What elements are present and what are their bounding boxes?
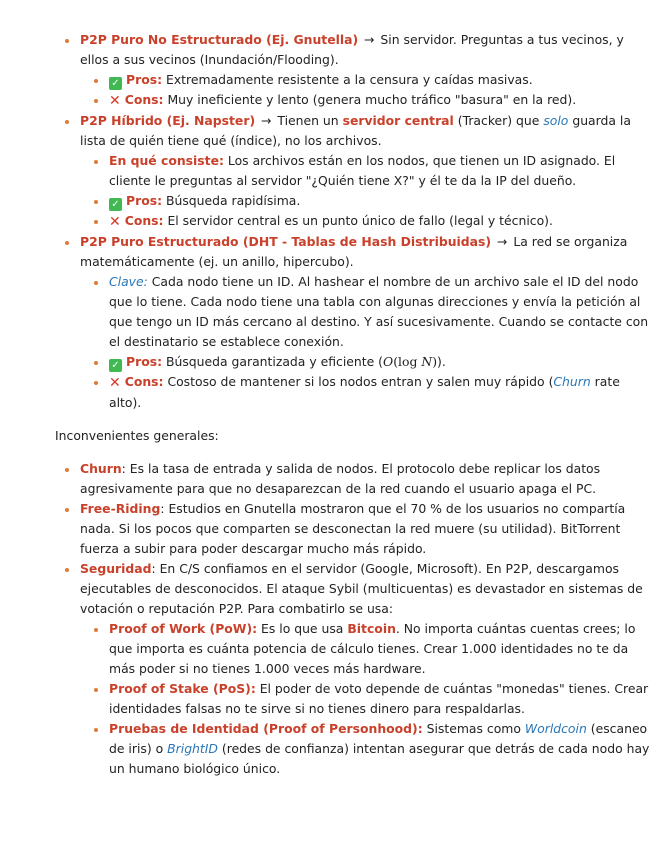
list-item: Clave: Cada nodo tiene un ID. Al hashear el nombre de un archivo sale el ID del nodo que lo tiene. Cada nodo tiene una tabla con algunas direcciones y envía la petición al que tengo un ID más cercano al destino. Y así sucesivamente. Cuando se contacte con el destinatario se establece conexión.: [109, 272, 655, 352]
list-item: ✓ Pros: Búsqueda garantizada y eficiente (O(log N)).: [109, 352, 655, 372]
list-item: Pruebas de Identidad (Proof of Personhood): Sistemas como Worldcoin (escaneo de iris) o BrightID (redes de confianza) intentan asegurar que detrás de cada nodo hay un humano biológico único.: [109, 719, 655, 779]
p2p-types-list: [0, 30, 655, 413]
check-icon: ✓: [109, 77, 122, 90]
list-item: P2P Híbrido (Ej. Napster) → Tienen un servidor central (Tracker) que solo guarda la lista de quién tiene qué (índice), no los archivos. En qué consiste: Los archivos están en los nodos, que tienen un ID asignado. El cliente le preguntas al servidor "¿Quién tiene X?" y él te da la IP del dueño. ✓ Pros: Búsqueda rapidísima. ✕ Cons: El servidor central es un punto único de fallo (legal y técnico).: [80, 111, 655, 232]
list-item: ✓ Pros: Extremadamente resistente a la censura y caídas masivas.: [109, 70, 655, 90]
cross-icon: ✕: [109, 375, 121, 391]
sublist: [80, 70, 655, 111]
highlight-text: servidor central: [342, 113, 454, 128]
item-title: P2P Puro No Estructurado (Ej. Gnutella): [80, 32, 359, 47]
cross-icon: ✕: [109, 214, 121, 230]
section-heading: Inconvenientes generales:: [55, 428, 219, 443]
arrow-icon: →: [364, 32, 375, 47]
cross-icon: ✕: [109, 93, 121, 109]
list-item: P2P Puro Estructurado (DHT - Tablas de Hash Distribuidas) → La red se organiza matemáticamente (ej. un anillo, hipercubo). Clave: Cada nodo tiene un ID. Al hashear el nombre de un archivo sale el ID del nodo que lo tiene. Cada nodo tiene una tabla con algunas direcciones y envía la petición al que tengo un ID más cercano al destino. Y así sucesivamente. Cuando se contacte con el destinatario se establece conexión. ✓ Pros: Búsqueda garantizada y eficiente (O(log N)). ✕ Cons: Costoso de mantener si los nodos entran y salen muy rápido (Churn rate alto).: [80, 232, 655, 413]
list-item: Free-Riding: Estudios en Gnutella mostraron que el 70 % de los usuarios no compartía nada. Si los pocos que comparten se desconectan la red muere (su utilidad). BitTorrent fuerza a subir para poder descargar mucho más rápido.: [80, 499, 655, 559]
sublist: [80, 151, 655, 232]
arrow-icon: →: [497, 234, 508, 249]
item-title: P2P Híbrido (Ej. Napster): [80, 113, 256, 128]
list-item: ✕ Cons: Muy ineficiente y lento (genera mucho tráfico "basura" en la red).: [109, 90, 655, 111]
list-item: P2P Puro No Estructurado (Ej. Gnutella) → Sin servidor. Preguntas a tus vecinos, y ellos a sus vecinos (Inundación/Flooding). ✓ Pros: Extremadamente resistente a la censura y caídas masivas. ✕ Cons: Muy ineficiente y lento (genera mucho tráfico "basura" en la red).: [80, 30, 655, 111]
sublist: [80, 619, 655, 779]
list-item: En qué consiste: Los archivos están en los nodos, que tienen un ID asignado. El cliente le preguntas al servidor "¿Quién tiene X?" y él te da la IP del dueño.: [109, 151, 655, 191]
math-expression: O(log N): [383, 354, 438, 369]
list-item: Proof of Stake (PoS): El poder de voto depende de cuántas "monedas" tienes. Crear identidades falsas no te sirve si no tienes dinero para respaldarlas.: [109, 679, 655, 719]
list-item: ✕ Cons: Costoso de mantener si los nodos entran y salen muy rápido (Churn rate alto).: [109, 372, 655, 413]
issues-list: [0, 459, 655, 779]
list-item: Seguridad: En C/S confiamos en el servidor (Google, Microsoft). En P2P, descargamos ejecutables de desconocidos. El ataque Sybil (multicuentas) es devastador en sistemas de votación o reputación P2P. Para combatirlo se usa: Proof of Work (PoW): Es lo que usa Bitcoin. No importa cuántas cuentas crees; lo que importa es cuánta potencia de cálculo tienes. Crear 1.000 identidades no te da más poder si no tienes 1.000 veces más hardware. Proof of Stake (PoS): El poder de voto depende de cuántas "monedas" tienes. Crear identidades falsas no te sirve si no tienes dinero para respaldarlas. Pruebas de Identidad (Proof of Personhood): Sistemas como Worldcoin (escaneo de iris) o BrightID (redes de confianza) intentan asegurar que detrás de cada nodo hay un humano biológico único.: [80, 559, 655, 779]
list-item: Churn: Es la tasa de entrada y salida de nodos. El protocolo debe replicar los datos agresivamente para que no desaparezcan de la red cuando el usuario apaga el PC.: [80, 459, 655, 499]
list-item: ✕ Cons: El servidor central es un punto único de fallo (legal y técnico).: [109, 211, 655, 232]
check-icon: ✓: [109, 359, 122, 372]
emphasis-text: solo: [543, 113, 569, 128]
item-title: P2P Puro Estructurado (DHT - Tablas de Hash Distribuidas): [80, 234, 492, 249]
list-item: Proof of Work (PoW): Es lo que usa Bitcoin. No importa cuántas cuentas crees; lo que importa es cuánta potencia de cálculo tienes. Crear 1.000 identidades no te da más poder si no tienes 1.000 veces más hardware.: [109, 619, 655, 679]
check-icon: ✓: [109, 198, 122, 211]
arrow-icon: →: [261, 113, 272, 128]
list-item: ✓ Pros: Búsqueda rapidísima.: [109, 191, 655, 211]
document: [0, 30, 655, 779]
sublist: [80, 272, 655, 413]
